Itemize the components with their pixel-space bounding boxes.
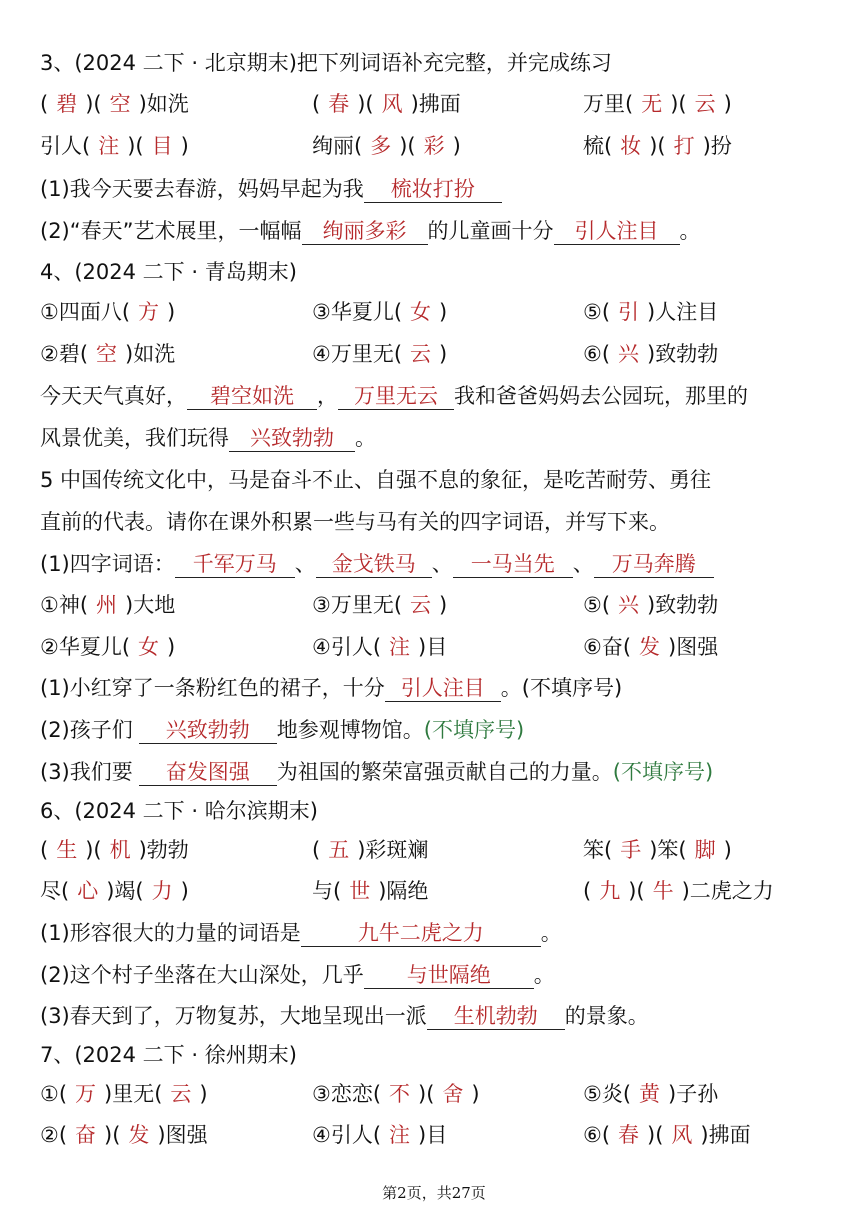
q7-word-6: ⑥( 春 )( 风 )拂面 [583,1123,751,1147]
page-footer: 第2页，共27页 [382,1184,486,1202]
q6-blank-3: 生机勃勃 [427,1003,565,1030]
q5-intro-1: 5 中国传统文化中，马是奋斗不止、自强不息的象征，是吃苦耐劳、勇往 [40,468,712,492]
q4-item-2: ②碧( 空 )如洗 [40,342,176,366]
q4-item-5: ⑤( 引 )人注目 [583,300,719,324]
q6-sentence-1: (1)形容很大的力量的词语是 九牛二虎之力 。 [40,921,562,945]
q3-word-4: 引人( 注 )( 目 ) [40,134,189,158]
q7-word-4: ④引人( 注 )目 [312,1123,448,1147]
q4-item-4: ④万里无( 云 ) [312,342,448,366]
q5-blank-2: 金戈铁马 [316,551,432,578]
q6-word-3: 笨( 手 )笨( 脚 ) [583,838,732,862]
q6-heading: 6、(2024 二下 · 哈尔滨期末) [40,799,318,823]
q4-item-1: ①四面八( 方 ) [40,300,176,324]
q5-item-5: ⑤( 兴 )致勃勃 [583,593,719,617]
q6-blank-2: 与世隔绝 [364,962,534,989]
q5-blank-3: 一马当先 [453,551,573,578]
q5-words: (1)四字词语： 千军万马 、 金戈铁马 、 一马当先 、 万马奔腾 [40,549,848,579]
q7-word-2: ②( 奋 )( 发 )图强 [40,1123,208,1147]
q3-word-3: 万里( 无 )( 云 ) [583,92,732,116]
q4-paragraph-1: 今天天气真好， 碧空如洗 ， 万里无云 我和爸爸妈妈去公园玩，那里的 [40,384,748,408]
q5-blank-1: 千军万马 [175,551,295,578]
q3-blank-1: 梳妆打扮 [364,176,502,203]
q6-word-5: 与( 世 )隔绝 [312,879,429,903]
q7-word-5: ⑤炎( 黄 )子孙 [583,1082,719,1106]
q7-word-3: ③恋恋( 不 )( 舍 ) [312,1082,480,1106]
q3-sentence-1: (1)我今天要去春游，妈妈早起为我 梳妆打扮 [40,174,848,204]
q3-sentence-2: (2)“春天”艺术展里，一幅幅 绚丽多彩 的儿童画十分 引人注目 。 [40,219,701,243]
q5-blank-4: 万马奔腾 [594,551,714,578]
q5-sentence-2: (2)孩子们 兴致勃勃 地参观博物馆。 (不填序号) [40,715,848,745]
q4-item-6: ⑥( 兴 )致勃勃 [583,342,719,366]
q4-blank-2: 万里无云 [338,383,454,410]
q5-sentence-1: (1)小红穿了一条粉红色的裙子，十分 引人注目 。(不填序号) [40,676,623,700]
q3-word-1: ( 碧 )( 空 )如洗 [40,92,189,116]
q3-heading: 3、(2024 二下 · 北京期末)把下列词语补充完整，并完成练习 [40,51,612,75]
q3-blank-2: 绚丽多彩 [302,218,428,245]
q5-blank-6: 兴致勃勃 [139,717,277,744]
q4-item-3: ③华夏儿( 女 ) [312,300,448,324]
q6-word-2: ( 五 )彩斑斓 [312,838,429,862]
q6-word-6: ( 九 )( 牛 )二虎之力 [583,879,774,903]
q6-word-4: 尽( 心 )竭( 力 ) [40,879,189,903]
q5-note-3: (不填序号) [612,760,714,784]
q4-blank-1: 碧空如洗 [187,383,317,410]
q3-word-5: 绚丽( 多 )( 彩 ) [312,134,461,158]
q7-heading: 7、(2024 二下 · 徐州期末) [40,1043,297,1067]
q5-item-6: ⑥奋( 发 )图强 [583,635,719,659]
q5-blank-7: 奋发图强 [139,759,277,786]
q5-item-2: ②华夏儿( 女 ) [40,635,176,659]
q5-note-2: (不填序号) [423,718,525,742]
q7-word-1: ①( 万 )里无( 云 ) [40,1082,208,1106]
q3-word-6: 梳( 妆 )( 打 )扮 [583,134,732,158]
q4-blank-3: 兴致勃勃 [229,425,355,452]
q5-sentence-3: (3)我们要 奋发图强 为祖国的繁荣富强贡献自己的力量。 (不填序号) [40,757,848,787]
q4-paragraph-2: 风景优美，我们玩得 兴致勃勃 。 [40,426,376,450]
q6-word-1: ( 生 )( 机 )勃勃 [40,838,189,862]
q3-word-2: ( 春 )( 风 )拂面 [312,92,461,116]
q6-sentence-3: (3)春天到了，万物复苏，大地呈现出一派 生机勃勃 的景象。 [40,1004,649,1028]
q5-blank-5: 引人注目 [385,675,501,702]
q5-item-1: ①神( 州 )大地 [40,593,176,617]
q4-heading: 4、(2024 二下 · 青岛期末) [40,260,297,284]
q5-intro-2: 直前的代表。请你在课外积累一些与马有关的四字词语，并写下来。 [40,510,670,534]
q3-blank-3: 引人注目 [554,218,680,245]
q5-item-3: ③万里无( 云 ) [312,593,448,617]
q5-item-4: ④引人( 注 )目 [312,635,448,659]
q6-sentence-2: (2)这个村子坐落在大山深处，几乎 与世隔绝 。 [40,963,555,987]
q6-blank-1: 九牛二虎之力 [301,920,541,947]
